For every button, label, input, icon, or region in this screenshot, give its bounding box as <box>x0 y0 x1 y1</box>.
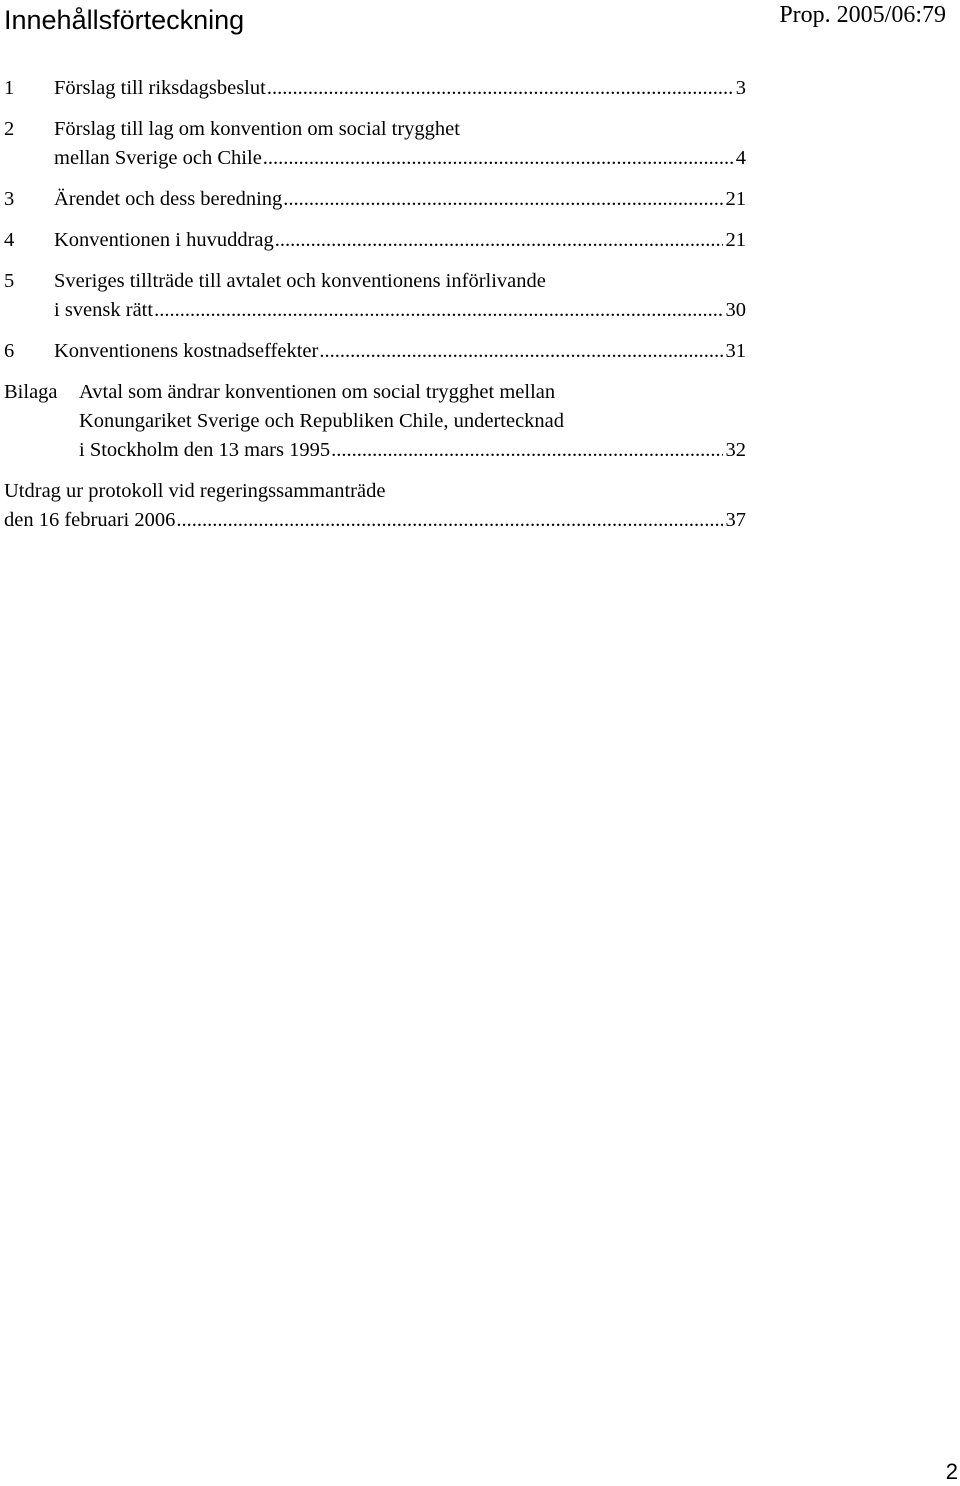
toc-page-number[interactable]: 32 <box>725 439 746 461</box>
footer-page-number: 2 <box>945 1459 958 1484</box>
toc-title[interactable]: Sveriges tillträde till avtalet och konventionens införlivande <box>54 270 546 292</box>
toc-number: 1 <box>4 77 15 99</box>
toc-line <box>4 506 746 535</box>
toc-title[interactable]: Utdrag ur protokoll vid regeringssammanträde <box>4 480 386 502</box>
dot-leader <box>275 226 723 255</box>
toc-line <box>4 267 746 296</box>
toc-line <box>4 337 746 366</box>
toc-title-continued[interactable]: den 16 februari 2006 <box>4 509 176 531</box>
toc-entry-4[interactable] <box>4 226 746 255</box>
toc-number: 5 <box>4 270 15 292</box>
toc-line <box>4 226 746 255</box>
toc-page-number[interactable]: 21 <box>725 229 746 251</box>
dot-leader <box>283 185 722 214</box>
toc-entry-5[interactable] <box>4 267 746 325</box>
toc-title[interactable]: Konventionens kostnadseffekter <box>54 340 319 362</box>
page-title: Innehållsförteckning <box>4 5 245 35</box>
toc-title-continued[interactable]: mellan Sverige och Chile <box>54 147 262 169</box>
toc-page-number[interactable]: 30 <box>725 299 746 321</box>
toc-page-number[interactable]: 37 <box>725 509 746 531</box>
toc-appendix-label: Bilaga <box>4 381 58 403</box>
toc-title[interactable]: Förslag till riksdagsbeslut <box>54 77 266 99</box>
toc-number: 6 <box>4 340 15 362</box>
toc-title-continued[interactable]: i svensk rätt <box>54 299 154 321</box>
toc-number: 3 <box>4 188 15 210</box>
toc-entry-1[interactable] <box>4 74 746 103</box>
toc-number: 2 <box>4 118 15 140</box>
toc-title-continued[interactable]: Konungariket Sverige och Republiken Chile, undertecknad <box>79 410 565 432</box>
toc-title[interactable]: Ärendet och dess beredning <box>54 188 283 210</box>
toc-line <box>4 74 746 103</box>
toc-entry-appendix[interactable] <box>4 378 746 465</box>
toc-entry-3[interactable] <box>4 185 746 214</box>
toc-line <box>4 296 746 325</box>
toc-entry-protocol-extract[interactable] <box>4 477 746 535</box>
toc-line <box>4 115 746 144</box>
toc-title[interactable]: Förslag till lag om konvention om social trygghet <box>54 118 460 140</box>
toc-number: 4 <box>4 229 15 251</box>
dot-leader <box>331 436 722 465</box>
dot-leader <box>319 337 722 366</box>
toc-page-number[interactable]: 4 <box>735 147 746 169</box>
toc-line <box>4 477 746 506</box>
dot-leader <box>154 296 722 325</box>
dot-leader <box>176 506 722 535</box>
dot-leader <box>267 74 733 103</box>
toc-title-continued[interactable]: i Stockholm den 13 mars 1995 <box>79 439 331 461</box>
toc-entry-2[interactable] <box>4 115 746 173</box>
toc-line <box>4 185 746 214</box>
toc-line <box>4 407 746 436</box>
toc-line <box>4 144 746 173</box>
toc-page-number[interactable]: 3 <box>735 77 746 99</box>
toc-line <box>4 378 746 407</box>
dot-leader <box>263 144 733 173</box>
document-reference: Prop. 2005/06:79 <box>779 2 946 28</box>
toc-title[interactable]: Konventionen i huvuddrag <box>54 229 274 251</box>
toc-entry-6[interactable] <box>4 337 746 366</box>
toc-page-number[interactable]: 21 <box>725 188 746 210</box>
toc-title[interactable]: Avtal som ändrar konventionen om social trygghet mellan <box>79 381 556 403</box>
toc-line <box>4 436 746 465</box>
toc-page-number[interactable]: 31 <box>725 340 746 362</box>
table-of-contents <box>4 74 746 547</box>
